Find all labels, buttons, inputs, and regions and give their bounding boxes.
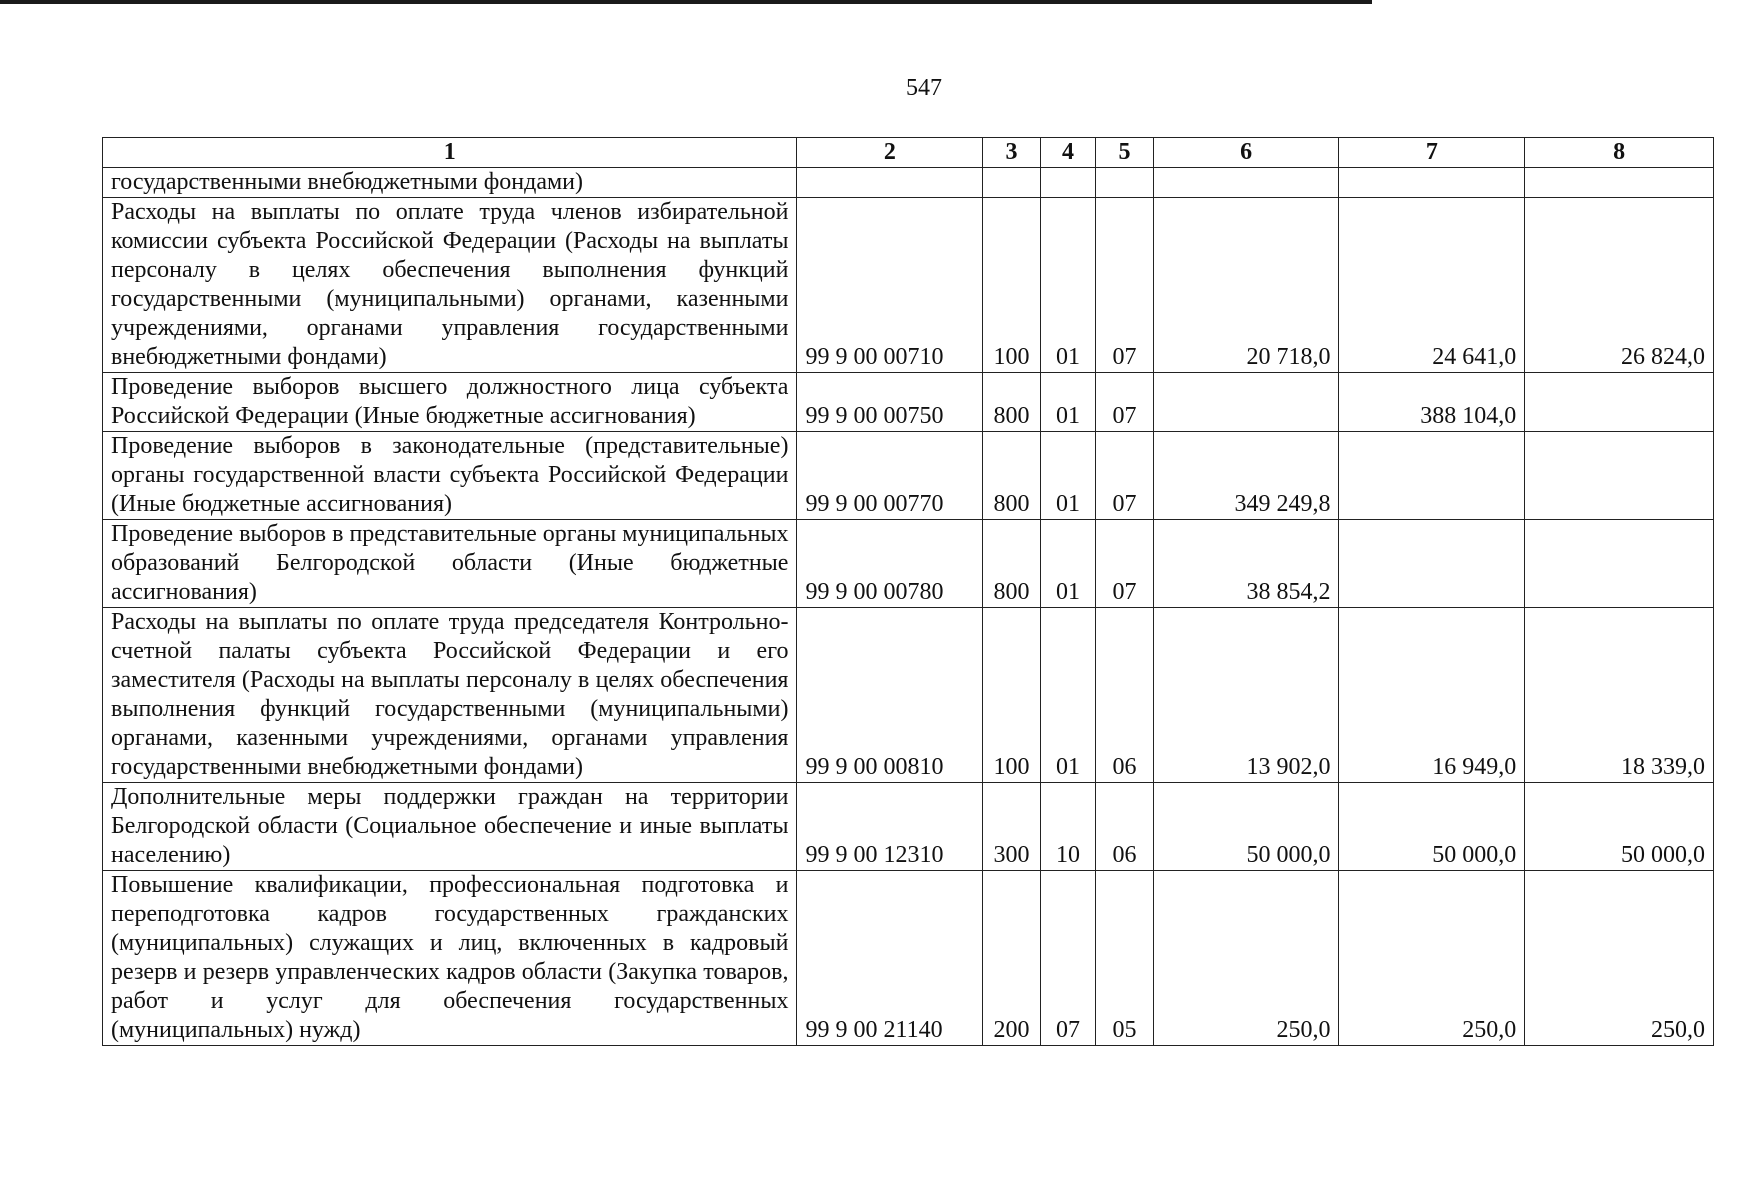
amount-col-7-cell: 24 641,0 xyxy=(1339,198,1525,373)
page-number: 547 xyxy=(906,75,942,101)
expense-type-cell: 800 xyxy=(983,520,1041,608)
expense-type-cell: 300 xyxy=(983,783,1041,871)
header-cell-7: 7 xyxy=(1339,138,1525,168)
amount-col-8-cell xyxy=(1525,373,1714,432)
section-cell: 01 xyxy=(1040,608,1096,783)
amount-col-8-cell xyxy=(1525,432,1714,520)
section-cell: 01 xyxy=(1040,520,1096,608)
header-cell-8: 8 xyxy=(1525,138,1714,168)
header-cell-1: 1 xyxy=(103,138,797,168)
subsection-cell: 07 xyxy=(1096,432,1154,520)
amount-col-6-cell: 20 718,0 xyxy=(1153,198,1339,373)
target-article-cell: 99 9 00 00810 xyxy=(797,608,983,783)
expense-name-cell: Расходы на выплаты по оплате труда членов избирательной комиссии субъекта Российской Федерации (Расходы на выплаты персоналу в целях обеспечения выполнения функций государственными (муниципальными) органами, казенными учреждениями, органами управления государственными внебюджетными фондами) xyxy=(103,198,797,373)
subsection-cell: 06 xyxy=(1096,608,1154,783)
amount-col-8-cell: 18 339,0 xyxy=(1525,608,1714,783)
amount-col-6-cell: 38 854,2 xyxy=(1153,520,1339,608)
subsection-cell: 05 xyxy=(1096,871,1154,1046)
section-cell: 01 xyxy=(1040,432,1096,520)
amount-col-6-cell xyxy=(1153,373,1339,432)
table-row xyxy=(103,783,1714,871)
amount-col-8-cell: 50 000,0 xyxy=(1525,783,1714,871)
header-cell-6: 6 xyxy=(1153,138,1339,168)
subsection-cell: 07 xyxy=(1096,373,1154,432)
header-cell-5: 5 xyxy=(1096,138,1154,168)
expense-type-cell: 100 xyxy=(983,198,1041,373)
table-row xyxy=(103,871,1714,1046)
target-article-cell: 99 9 00 21140 xyxy=(797,871,983,1046)
amount-col-8-cell: 250,0 xyxy=(1525,871,1714,1046)
amount-col-6-cell: 13 902,0 xyxy=(1153,608,1339,783)
subsection-cell: 07 xyxy=(1096,198,1154,373)
amount-col-7-cell: 50 000,0 xyxy=(1339,783,1525,871)
subsection-cell: 06 xyxy=(1096,783,1154,871)
table-row xyxy=(103,198,1714,373)
amount-col-7-cell: 250,0 xyxy=(1339,871,1525,1046)
amount-col-6-cell: 250,0 xyxy=(1153,871,1339,1046)
expense-name-cell: государственными внебюджетными фондами) xyxy=(103,168,797,198)
subsection-cell xyxy=(1096,168,1154,198)
expense-type-cell: 800 xyxy=(983,432,1041,520)
target-article-cell: 99 9 00 00770 xyxy=(797,432,983,520)
target-article-cell xyxy=(797,168,983,198)
section-cell: 01 xyxy=(1040,373,1096,432)
amount-col-6-cell xyxy=(1153,168,1339,198)
subsection-cell: 07 xyxy=(1096,520,1154,608)
top-border-rule xyxy=(0,0,1372,4)
amount-col-7-cell xyxy=(1339,520,1525,608)
section-cell: 01 xyxy=(1040,198,1096,373)
section-cell: 07 xyxy=(1040,871,1096,1046)
amount-col-7-cell xyxy=(1339,168,1525,198)
amount-col-7-cell xyxy=(1339,432,1525,520)
table-row xyxy=(103,520,1714,608)
section-cell: 10 xyxy=(1040,783,1096,871)
expense-type-cell: 100 xyxy=(983,608,1041,783)
amount-col-7-cell: 388 104,0 xyxy=(1339,373,1525,432)
table-row xyxy=(103,373,1714,432)
expense-type-cell: 800 xyxy=(983,373,1041,432)
header-cell-2: 2 xyxy=(797,138,983,168)
target-article-cell: 99 9 00 00710 xyxy=(797,198,983,373)
budget-table xyxy=(102,137,1714,1046)
section-cell xyxy=(1040,168,1096,198)
expense-name-cell: Проведение выборов в законодательные (представительные) органы государственной власти субъекта Российской Федерации (Иные бюджетные ассигнования) xyxy=(103,432,797,520)
amount-col-6-cell: 50 000,0 xyxy=(1153,783,1339,871)
table-row xyxy=(103,608,1714,783)
amount-col-6-cell: 349 249,8 xyxy=(1153,432,1339,520)
amount-col-8-cell xyxy=(1525,520,1714,608)
header-row xyxy=(103,138,1714,168)
amount-col-7-cell: 16 949,0 xyxy=(1339,608,1525,783)
expense-name-cell: Проведение выборов в представительные органы муниципальных образований Белгородской области (Иные бюджетные ассигнования) xyxy=(103,520,797,608)
target-article-cell: 99 9 00 00750 xyxy=(797,373,983,432)
table-row xyxy=(103,168,1714,198)
expense-name-cell: Повышение квалификации, профессиональная подготовка и переподготовка кадров государственных гражданских (муниципальных) служащих и лиц, включенных в кадровый резерв и резерв управленческих кадров области (Закупка товаров, работ и услуг для обеспечения государственных (муниципальных) нужд) xyxy=(103,871,797,1046)
expense-type-cell: 200 xyxy=(983,871,1041,1046)
header-cell-3: 3 xyxy=(983,138,1041,168)
target-article-cell: 99 9 00 00780 xyxy=(797,520,983,608)
expense-name-cell: Дополнительные меры поддержки граждан на территории Белгородской области (Социальное обеспечение и иные выплаты населению) xyxy=(103,783,797,871)
expense-name-cell: Расходы на выплаты по оплате труда председателя Контрольно-счетной палаты субъекта Российской Федерации и его заместителя (Расходы на выплаты персоналу в целях обеспечения выполнения функций государственными (муниципальными) органами, казенными учреждениями, органами управления государственными внебюджетными фондами) xyxy=(103,608,797,783)
table-row xyxy=(103,432,1714,520)
target-article-cell: 99 9 00 12310 xyxy=(797,783,983,871)
expense-name-cell: Проведение выборов высшего должностного лица субъекта Российской Федерации (Иные бюджетные ассигнования) xyxy=(103,373,797,432)
expense-type-cell xyxy=(983,168,1041,198)
header-cell-4: 4 xyxy=(1040,138,1096,168)
amount-col-8-cell xyxy=(1525,168,1714,198)
amount-col-8-cell: 26 824,0 xyxy=(1525,198,1714,373)
